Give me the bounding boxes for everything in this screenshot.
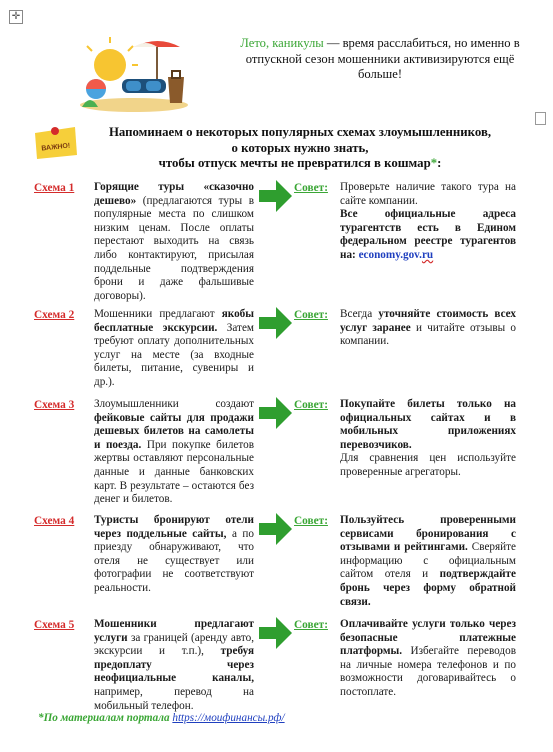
page-marker-box xyxy=(535,112,546,125)
desc-rest: При покупке билетов жертвы оставляют персональные данные и данные банковских карт. В результате – остаются без денег и билетов. xyxy=(94,438,254,506)
table-move-handle[interactable]: ✛ xyxy=(9,10,23,24)
arrow-right-icon xyxy=(259,179,293,213)
advice-text xyxy=(340,514,516,609)
scheme-description xyxy=(94,618,254,713)
beach-illustration xyxy=(76,33,194,113)
intro-highlight: Лето, каникулы xyxy=(240,36,324,50)
reminder-line-3-text: чтобы отпуск мечты не превратился в кошмар xyxy=(158,156,431,171)
reminder-colon: : xyxy=(437,156,442,171)
scheme-description xyxy=(94,181,254,303)
arrow-right-icon xyxy=(259,512,293,546)
advice-text xyxy=(340,618,516,700)
advice-label[interactable]: Совет: xyxy=(294,515,328,527)
advice-bold: Оплачивайте услуги только через безопасные платежные платформы. xyxy=(340,618,516,658)
desc-rest: (предлагаются туры в популярные места по слишком низким ценам. После оплаты перестают выходить на связь либо контактируют, присылая поддельные подтверждения брони и даже фальшивые договоры). xyxy=(94,194,254,302)
badge-label: ВАЖНО! xyxy=(41,142,71,153)
footer-link[interactable]: https://моифинансы.рф/ xyxy=(172,712,285,724)
desc-rest: например, перевод на мобильный телефон. xyxy=(94,685,254,712)
advice-bold-2: подтверждайте бронь через форму обратной связи. xyxy=(340,568,516,608)
reminder-line-1: Напоминаем о некоторых популярных схемах злоумышленников, xyxy=(108,125,492,139)
advice-bold: Покупайте билеты только на официальных сайтах и в мобильных приложениях перевозчиков. xyxy=(340,398,516,451)
arrow-right-icon xyxy=(259,306,293,340)
advice-bold: Все официальные адреса турагентств есть в Едином федеральном реестре турагентов на: xyxy=(340,208,516,261)
scheme-label[interactable]: Схема 1 xyxy=(34,182,75,194)
reminder-line-3 xyxy=(100,156,500,172)
footer-source xyxy=(38,711,518,725)
desc-rest: Затем требуют оплату дополнительных услуг на месте (за входные билеты, питание, сувениры и др.). xyxy=(94,321,254,388)
advice-text xyxy=(340,181,516,263)
reminder-star: * xyxy=(430,156,438,171)
advice-bold: уточняйте стоимость всех услуг заранее xyxy=(340,308,517,334)
advice-plain: Проверьте наличие такого тура на сайте компании. xyxy=(340,181,516,207)
advice-label[interactable]: Совет: xyxy=(294,309,328,321)
advice-pre: Всегда xyxy=(340,308,379,320)
desc-bold: якобы бесплатные экскурсии. xyxy=(94,308,254,334)
advice-text xyxy=(340,398,516,480)
intro-body: — время расслабиться, но именно в отпускной сезон мошенники активизируются ещё больше! xyxy=(245,36,520,81)
advice-rest: Для сравнения цен используйте проверенные агрегаторы. xyxy=(340,452,516,478)
scheme-label[interactable]: Схема 3 xyxy=(34,399,75,411)
footer-source-text: *По материалам портала xyxy=(38,712,170,724)
scheme-description xyxy=(94,514,254,596)
desc-bold: Мошенники предлагают услуги xyxy=(94,618,254,644)
advice-bold: Пользуйтесь проверенными сервисами бронирования с отзывами и рейтингами. xyxy=(340,514,516,554)
advice-domain[interactable]: economy.gov. xyxy=(358,248,422,261)
scheme-label[interactable]: Схема 4 xyxy=(34,515,75,527)
reminder-heading xyxy=(100,125,500,172)
advice-label[interactable]: Совет: xyxy=(294,182,328,194)
scheme-label[interactable]: Схема 5 xyxy=(34,619,75,631)
desc-bold: Туристы бронируют отели через поддельные сайты, xyxy=(94,514,254,540)
advice-rest: и читайте отзывы о компании. xyxy=(340,321,517,348)
desc-bold: фейковые сайты для продажи дешевых билетов на самолеты и поезда. xyxy=(94,411,254,451)
arrow-right-icon xyxy=(259,616,293,650)
intro-text xyxy=(230,36,530,83)
advice-label[interactable]: Совет: xyxy=(294,399,328,411)
advice-label[interactable]: Совет: xyxy=(294,619,328,631)
desc-pre: Мошенники предлагают xyxy=(94,308,222,320)
reminder-line-2: о которых нужно знать, xyxy=(231,140,369,155)
important-badge xyxy=(33,125,79,161)
advice-mid: Сверяйте информацию с официальным сайтом отеля и xyxy=(340,541,517,581)
desc-bold: Горящие туры «сказочно дешево» xyxy=(94,181,254,207)
advice-rest: Избегайте переводов на личные номера телефонов и по возможности договаривайтесь о постоплате. xyxy=(340,645,516,698)
scheme-label[interactable]: Схема 2 xyxy=(34,309,75,321)
advice-domain-tail[interactable]: ru xyxy=(421,248,434,261)
arrow-right-icon xyxy=(259,396,293,430)
scheme-description xyxy=(94,398,254,507)
desc-rest: а по приезду обнаруживают, что отеля не существует или фотографии не соответствуют реальности. xyxy=(94,527,255,594)
desc-mid: за границей (аренду авто, экскурсии и т.п.), xyxy=(94,631,254,658)
sticky-note-icon xyxy=(33,125,79,161)
scheme-description xyxy=(94,308,254,390)
desc-bold-2: требуя предоплату через неофициальные каналы, xyxy=(94,645,254,685)
advice-text xyxy=(340,308,516,349)
desc-pre: Злоумышленники создают xyxy=(94,398,254,410)
